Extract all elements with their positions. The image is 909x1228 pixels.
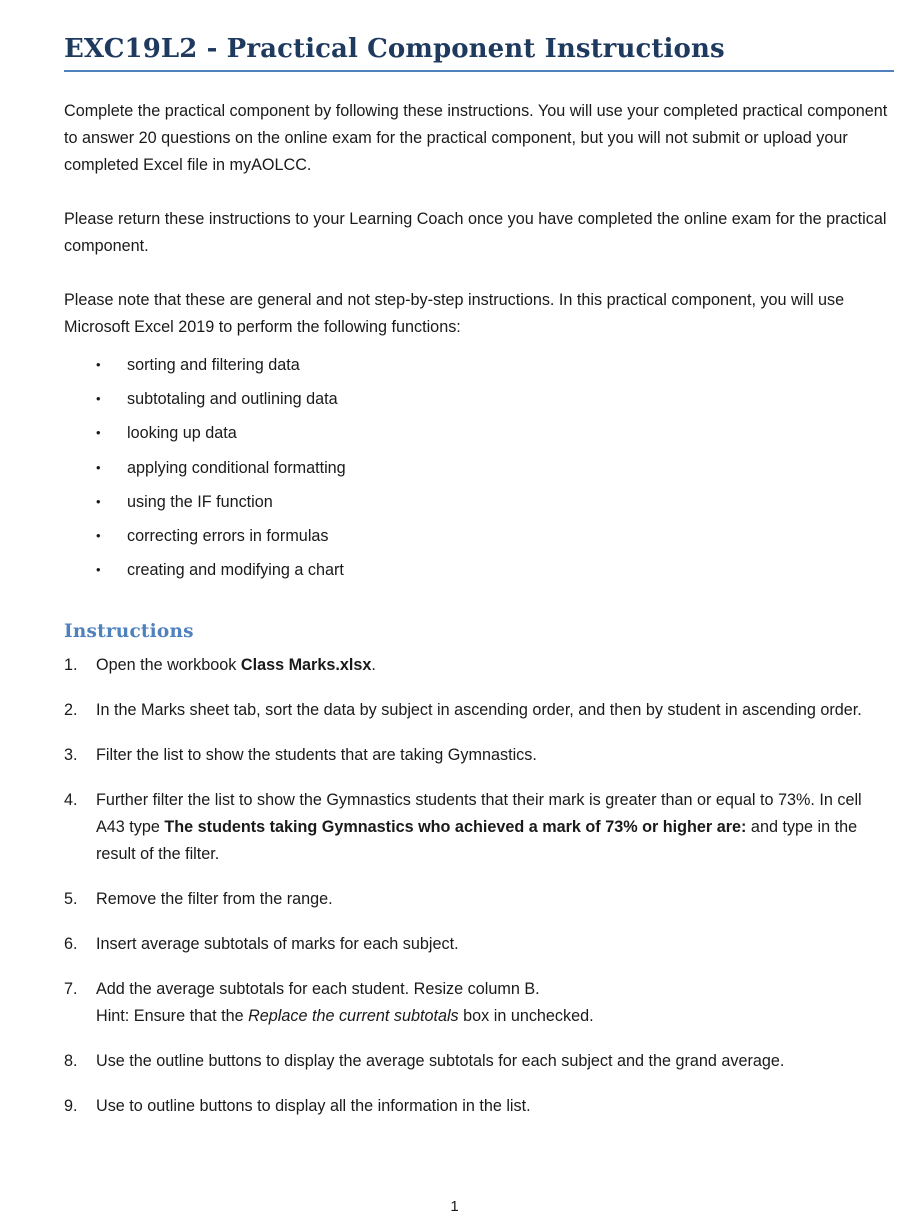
function-text: using the IF function bbox=[127, 492, 273, 511]
bullet-icon: • bbox=[96, 459, 101, 475]
step-text: Open the workbook bbox=[96, 656, 241, 675]
bullet-icon: • bbox=[96, 562, 101, 578]
bullet-icon: • bbox=[96, 391, 101, 407]
intro-paragraph-3: Please note that these are general and not step-by-step instructions. In this practical component, you will use Microsoft Excel 2019 to perform the following functions: bbox=[64, 291, 845, 336]
list-item bbox=[64, 485, 892, 519]
instruction-step-6 bbox=[64, 931, 892, 958]
step-number: 6. bbox=[64, 935, 78, 954]
step-filename: Class Marks.xlsx bbox=[240, 656, 372, 675]
step-text: Use the outline buttons to display the average subtotals for each subject and the grand average. bbox=[96, 1052, 785, 1071]
instruction-step-4 bbox=[64, 787, 892, 868]
step-text: Add the average subtotals for each student. Resize column B. bbox=[96, 980, 540, 999]
bullet-icon: • bbox=[96, 425, 101, 441]
bullet-icon: • bbox=[96, 493, 101, 509]
list-item bbox=[64, 348, 892, 382]
instruction-step-3 bbox=[64, 742, 892, 769]
step-text: In the Marks sheet tab, sort the data by subject in ascending order, and then by student in ascending order. bbox=[96, 701, 862, 720]
step-number: 3. bbox=[64, 746, 78, 765]
instruction-step-5 bbox=[64, 886, 892, 913]
step-number: 7. bbox=[64, 980, 78, 999]
instructions-heading: Instructions bbox=[64, 621, 194, 643]
instruction-step-2 bbox=[64, 697, 892, 724]
functions-list bbox=[64, 348, 892, 587]
function-text: looking up data bbox=[127, 424, 237, 443]
list-item bbox=[64, 451, 892, 485]
step-hint: Hint: Ensure that the bbox=[96, 1007, 249, 1026]
list-item bbox=[64, 553, 892, 587]
step-number: 9. bbox=[64, 1097, 78, 1116]
document-title: EXC19L2 - Practical Component Instructions bbox=[64, 34, 725, 64]
instruction-step-8 bbox=[64, 1048, 892, 1075]
intro-paragraph-1: Complete the practical component by following these instructions. You will use your completed practical component to answer 20 questions on the online exam for the practical component, but you will not submit or upload your completed Excel file in myAOLCC. bbox=[64, 102, 888, 174]
instructions-list bbox=[64, 652, 892, 1120]
step-number: 8. bbox=[64, 1052, 78, 1071]
step-number: 5. bbox=[64, 890, 78, 909]
step-number: 2. bbox=[64, 701, 78, 720]
bullet-icon: • bbox=[96, 528, 101, 544]
instruction-step-9 bbox=[64, 1093, 892, 1120]
list-item bbox=[64, 416, 892, 450]
function-text: sorting and filtering data bbox=[127, 356, 300, 374]
step-text: Insert average subtotals of marks for each subject. bbox=[96, 935, 459, 954]
step-text-end: . bbox=[371, 656, 376, 675]
instruction-step-7 bbox=[64, 976, 892, 1030]
step-text: Further filter the list to show the Gymnastics students that their mark is greater than or equal to 73%. In cell A43 type bbox=[96, 791, 862, 837]
step-text: Use to outline buttons to display all the information in the list. bbox=[96, 1097, 531, 1116]
step-bold-text: The students taking Gymnastics who achieved a mark of 73% or higher are: bbox=[164, 818, 747, 837]
step-number: 1. bbox=[64, 656, 78, 675]
function-text: correcting errors in formulas bbox=[127, 527, 329, 546]
step-hint-italic: Replace the current subtotals bbox=[248, 1007, 459, 1026]
bullet-icon: • bbox=[96, 357, 101, 372]
step-text: Remove the filter from the range. bbox=[96, 890, 333, 909]
step-hint-end: box in unchecked. bbox=[458, 1007, 594, 1026]
document-page bbox=[64, 34, 892, 1138]
function-text: subtotaling and outlining data bbox=[127, 390, 338, 409]
instruction-step-1 bbox=[64, 652, 892, 679]
intro-paragraph-2: Please return these instructions to your Learning Coach once you have completed the online exam for the practical component. bbox=[64, 210, 887, 255]
list-item bbox=[64, 519, 892, 553]
list-item bbox=[64, 382, 892, 416]
step-text-end: and type in the result of the filter. bbox=[96, 818, 858, 864]
function-text: creating and modifying a chart bbox=[127, 561, 344, 580]
title-underline bbox=[64, 70, 894, 72]
step-number: 4. bbox=[64, 791, 78, 810]
step-text: Filter the list to show the students that are taking Gymnastics. bbox=[96, 746, 537, 765]
function-text: applying conditional formatting bbox=[127, 458, 346, 477]
page-number: 1 bbox=[450, 1198, 459, 1215]
